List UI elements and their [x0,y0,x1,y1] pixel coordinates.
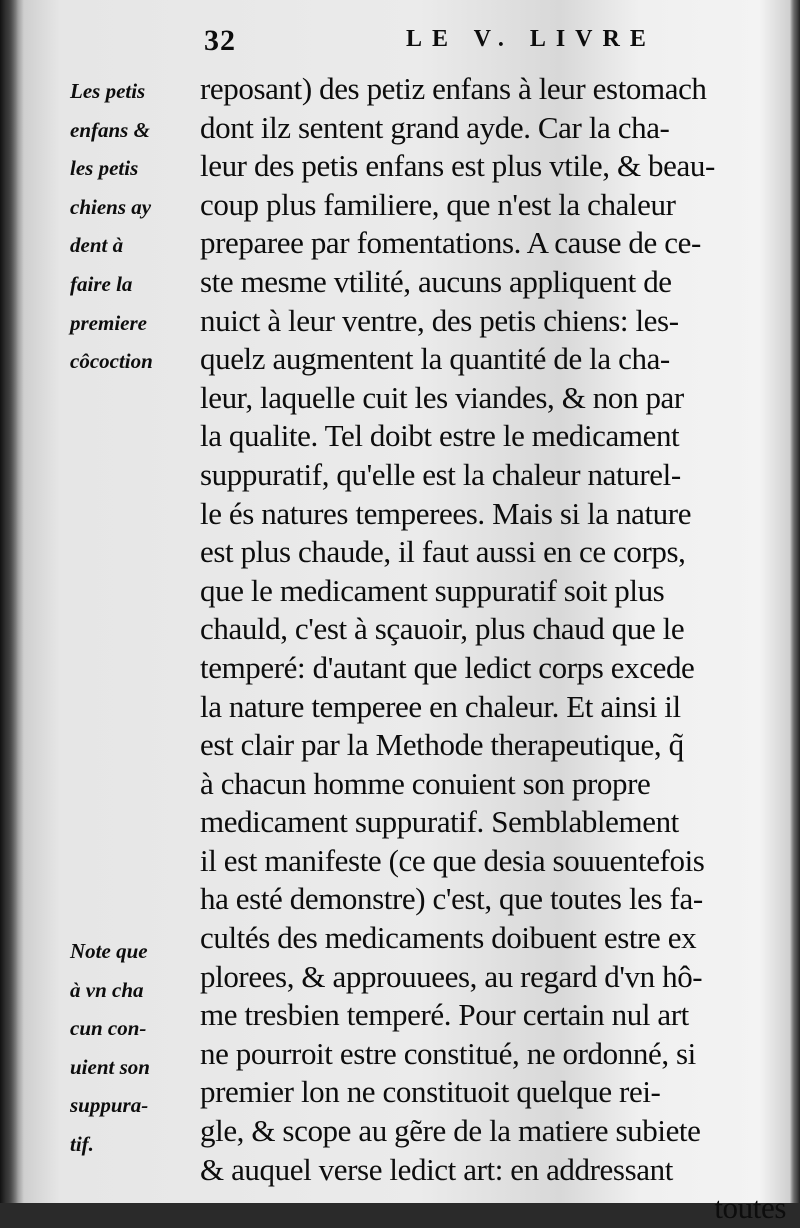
margin-note-line: premiere [70,310,147,335]
text-line: quelz augmentent la quantité de la cha- [200,341,670,377]
page-number: 32 [204,24,236,57]
running-head [196,24,676,64]
text-line: est clair par la Methode therapeutique, q̃ [200,727,684,763]
margin-note-line: suppura- [70,1093,149,1118]
text-line: ha esté demonstre) c'est, que toutes les fa- [200,881,703,917]
text-line: il est manifeste (ce que desia souuentefois [200,842,705,878]
text-line: suppuratif, qu'elle est la chaleur naturel- [200,456,681,492]
text-line: est plus chaude, il faut aussi en ce corps, [200,534,686,570]
text-line: temperé: d'autant que ledict corps excede [200,649,695,685]
text-line: nuict à leur ventre, des petis chiens: les- [200,302,679,338]
text-line: leur des petis enfans est plus vtile, & beau- [200,148,715,184]
text-line: medicament suppuratif. Semblablement [200,804,679,840]
binding-gutter-shadow [0,0,18,1203]
text-line: le és natures temperees. Mais si la nature [200,495,692,531]
text-line: chauld, c'est à sçauoir, plus chaud que le [200,611,685,647]
margin-note-line: côcoction [70,349,153,374]
margin-note-line: cun con- [70,1016,147,1041]
text-line: premier lon ne constituoit quelque rei- [200,1074,661,1110]
margin-note-line: à vn cha [70,977,144,1002]
margin-note-line: Note que [70,939,148,963]
margin-note-line: faire la [70,271,133,296]
text-line: cultés des medicaments doibuent estre ex [200,920,697,956]
text-line: reposant) des petiz enfans à leur estomach [200,71,707,106]
text-line: dont ilz sentent grand ayde. Car la cha- [200,109,670,145]
text-line: ste mesme vtilité, aucuns appliquent de [200,263,672,299]
text-line: que le medicament suppuratif soit plus [200,572,665,608]
text-line: gle, & scope au gẽre de la matiere subiete [200,1113,701,1149]
text-line: plorees, & approuuees, au regard d'vn hô- [200,958,703,994]
running-title: LE V. LIVRE [406,26,656,52]
margin-note [70,72,198,381]
margin-note-line: les petis [70,156,139,181]
text-line: la nature temperee en chaleur. Et ainsi il [200,688,681,724]
text-line: à chacun homme conuient son propre [200,765,651,801]
margin-note [70,932,198,1164]
text-line: & auquel verse ledict art: en addressant [200,1151,673,1187]
margin-note-line: Les petis [70,79,146,103]
margin-note-line: uient son [70,1054,150,1079]
text-line: preparee par fomentations. A cause de ce- [200,225,701,261]
margin-note-line: chiens ay [70,194,152,219]
margin-note-line: dent à [70,233,124,258]
text-line: coup plus familiere, que n'est la chaleur [200,186,676,222]
catchword: toutes [714,1190,786,1226]
body-text [200,70,792,1228]
text-line: leur, laquelle cuit les viandes, & non par [200,379,684,415]
text-line: ne pourroit estre constitué, ne ordonné, si [200,1035,696,1071]
margin-note-line: enfans & [70,117,150,142]
margin-note-line: tif. [70,1131,94,1156]
text-line: la qualite. Tel doibt estre le medicament [200,418,680,454]
text-line: me tresbien temperé. Pour certain nul art [200,997,689,1033]
